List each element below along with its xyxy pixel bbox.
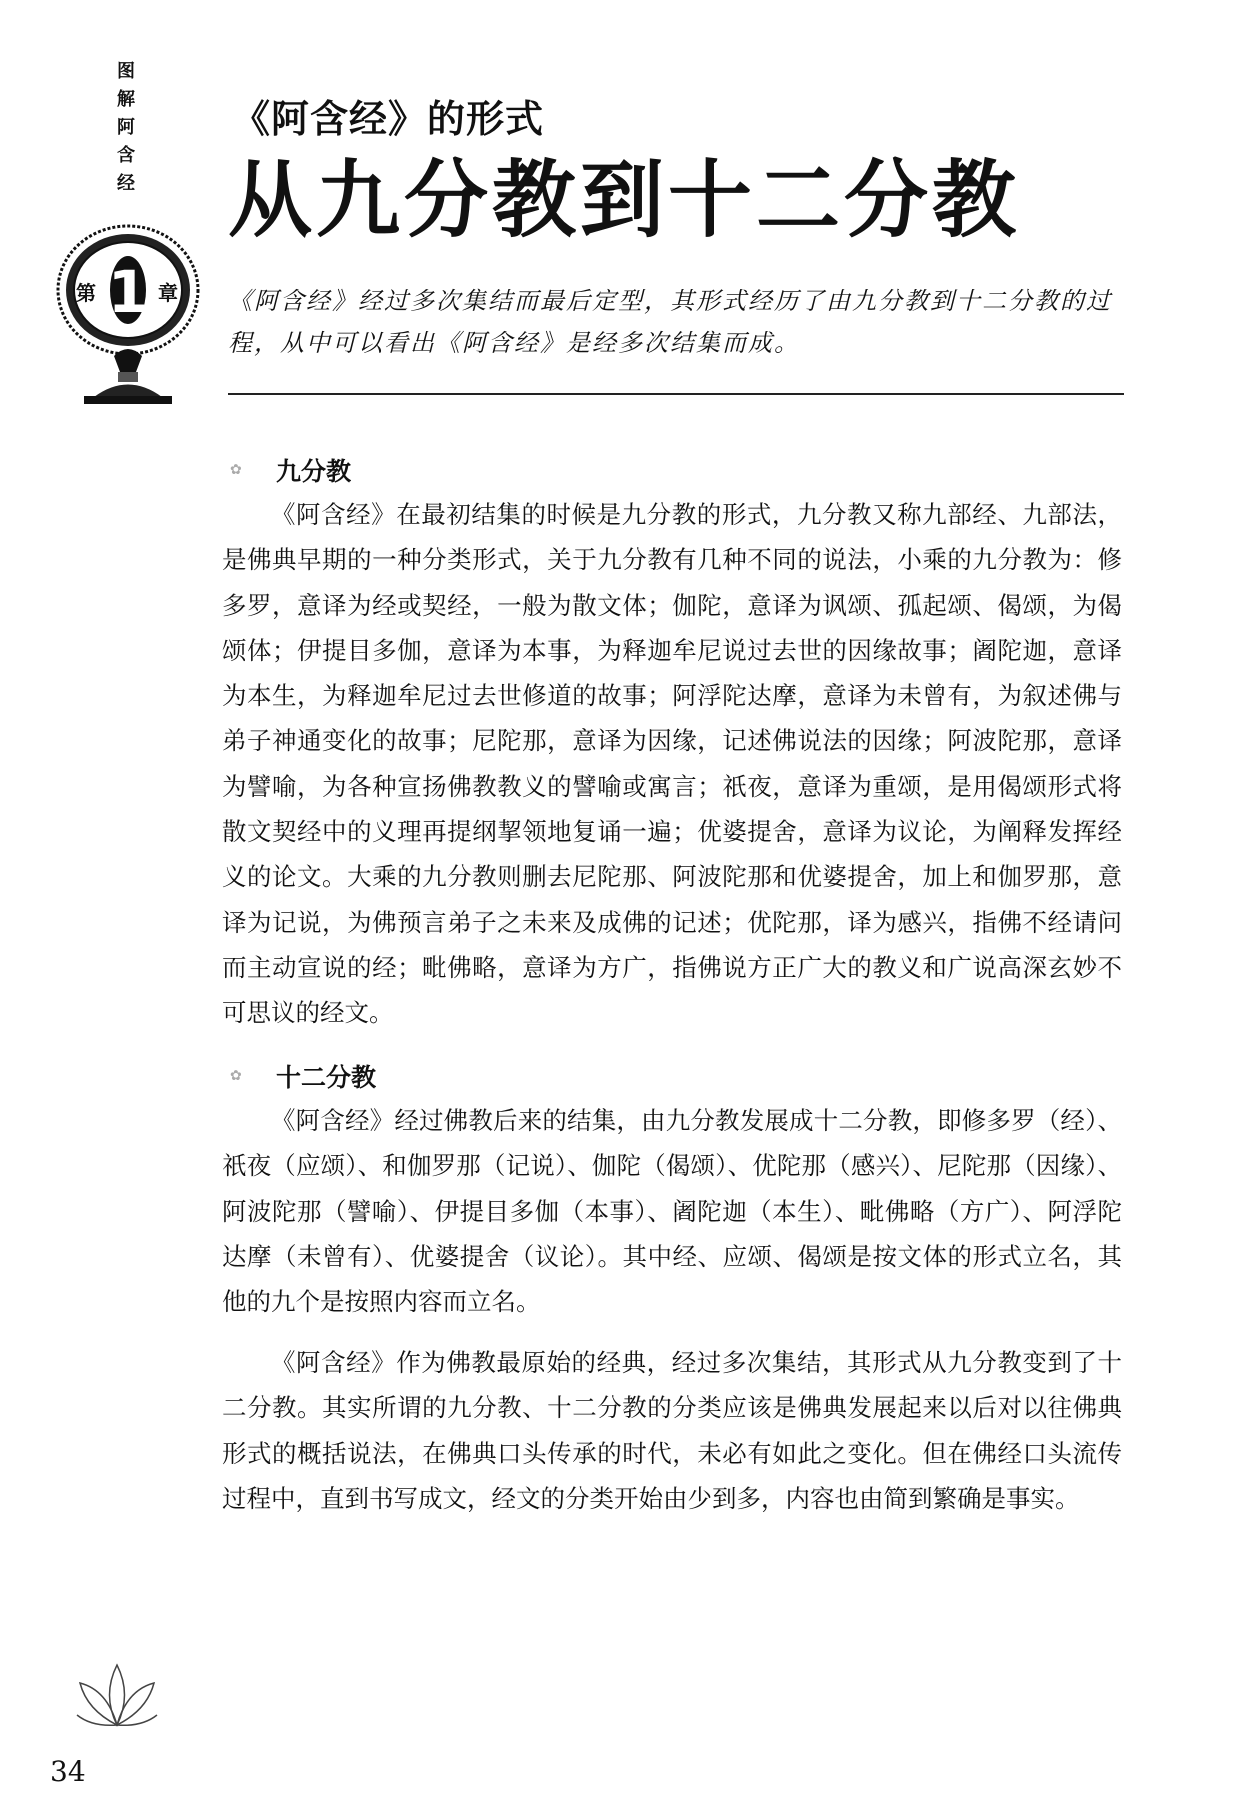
body-paragraph: 《阿含经》在最初结集的时候是九分教的形式，九分教又称九部经、九部法，是佛典早期的一种分类形式，关于九分教有几种不同的说法，小乘的九分教为：修多罗，意译为经或契经，一般为散文体；伽陀，意译为讽颂、孤起颂、偈颂，为偈颂体；伊提目多伽，意译为本事，为释迦牟尼说过去世的因缘故事；阇陀迦，意译为本生，为释迦牟尼过去世修道的故事；阿浮陀达摩，意译为未曾有，为叙述佛与弟子神通变化的故事；尼陀那，意译为因缘，记述佛说法的因缘；阿波陀那，意译为譬喻，为各种宣扬佛教教义的譬喻或寓言；祇夜，意译为重颂，是用偈颂形式将散文契经中的义理再提纲挈领地复诵一遍；优婆提舍，意译为议论，为阐释发挥经义的论文。大乘的九分教则删去尼陀那、阿波陀那和优婆提舍，加上和伽罗那，意译为记说，为佛预言弟子之未来及成佛的记述；优陀那，译为感兴，指佛不经请问而主动宣说的经；毗佛略，意译为方广，指佛说方正广大的教义和广说高深玄妙不可思议的经文。 <box>222 500 1122 1028</box>
side-title-char: 含 <box>117 145 135 166</box>
chapter-number: 1 <box>107 258 149 326</box>
side-title-char: 阿 <box>117 117 135 138</box>
bullet-ornament-icon: ✿ <box>230 1068 242 1084</box>
body-paragraph: 《阿含经》作为佛教最原始的经典，经过多次集结，其形式从九分教变到了十二分教。其实所谓的九分教、十二分教的分类应该是佛典发展起来以后对以往佛典形式的概括说法，在佛典口头传承的时代，未必有如此之变化。但在佛经口头流传过程中，直到书写成文，经文的分类开始由少到多，内容也由简到繁确是事实。 <box>222 1348 1122 1513</box>
page-number: 34 <box>50 1755 86 1788</box>
chapter-prefix: 第 <box>76 281 96 305</box>
lotus-flower-icon <box>72 1655 162 1735</box>
side-title-char: 经 <box>117 173 135 194</box>
section-heading: 十二分教 <box>276 1063 377 1092</box>
side-title-char: 解 <box>117 89 135 110</box>
book-side-title <box>112 58 140 198</box>
chapter-badge <box>54 222 202 412</box>
divider <box>228 393 1124 395</box>
section-heading: 九分教 <box>276 457 352 486</box>
body-paragraph: 《阿含经》经过佛教后来的结集，由九分教发展成十二分教，即修多罗（经）、祇夜（应颂）、和伽罗那（记说）、伽陀（偈颂）、优陀那（感兴）、尼陀那（因缘）、阿波陀那（譬喻）、伊提目多伽（本事）、阇陀迦（本生）、毗佛略（方广）、阿浮陀达摩（未曾有）、优婆提舍（议论）。其中经、应颂、偈颂是按文体的形式立名，其他的九个是按照内容而立名。 <box>222 1106 1122 1317</box>
bullet-ornament-icon: ✿ <box>230 462 242 478</box>
side-title-char: 图 <box>117 61 135 82</box>
intro-text: 《阿含经》经过多次集结而最后定型，其形式经历了由九分教到十二分教的过程，从中可以看出《阿含经》是经多次结集而成。 <box>228 287 1112 357</box>
ornament-frame-icon <box>54 222 202 412</box>
page-subtitle: 《阿含经》的形式 <box>232 96 545 141</box>
chapter-suffix: 章 <box>158 281 178 305</box>
page-title: 从九分教到十二分教 <box>228 150 1021 249</box>
